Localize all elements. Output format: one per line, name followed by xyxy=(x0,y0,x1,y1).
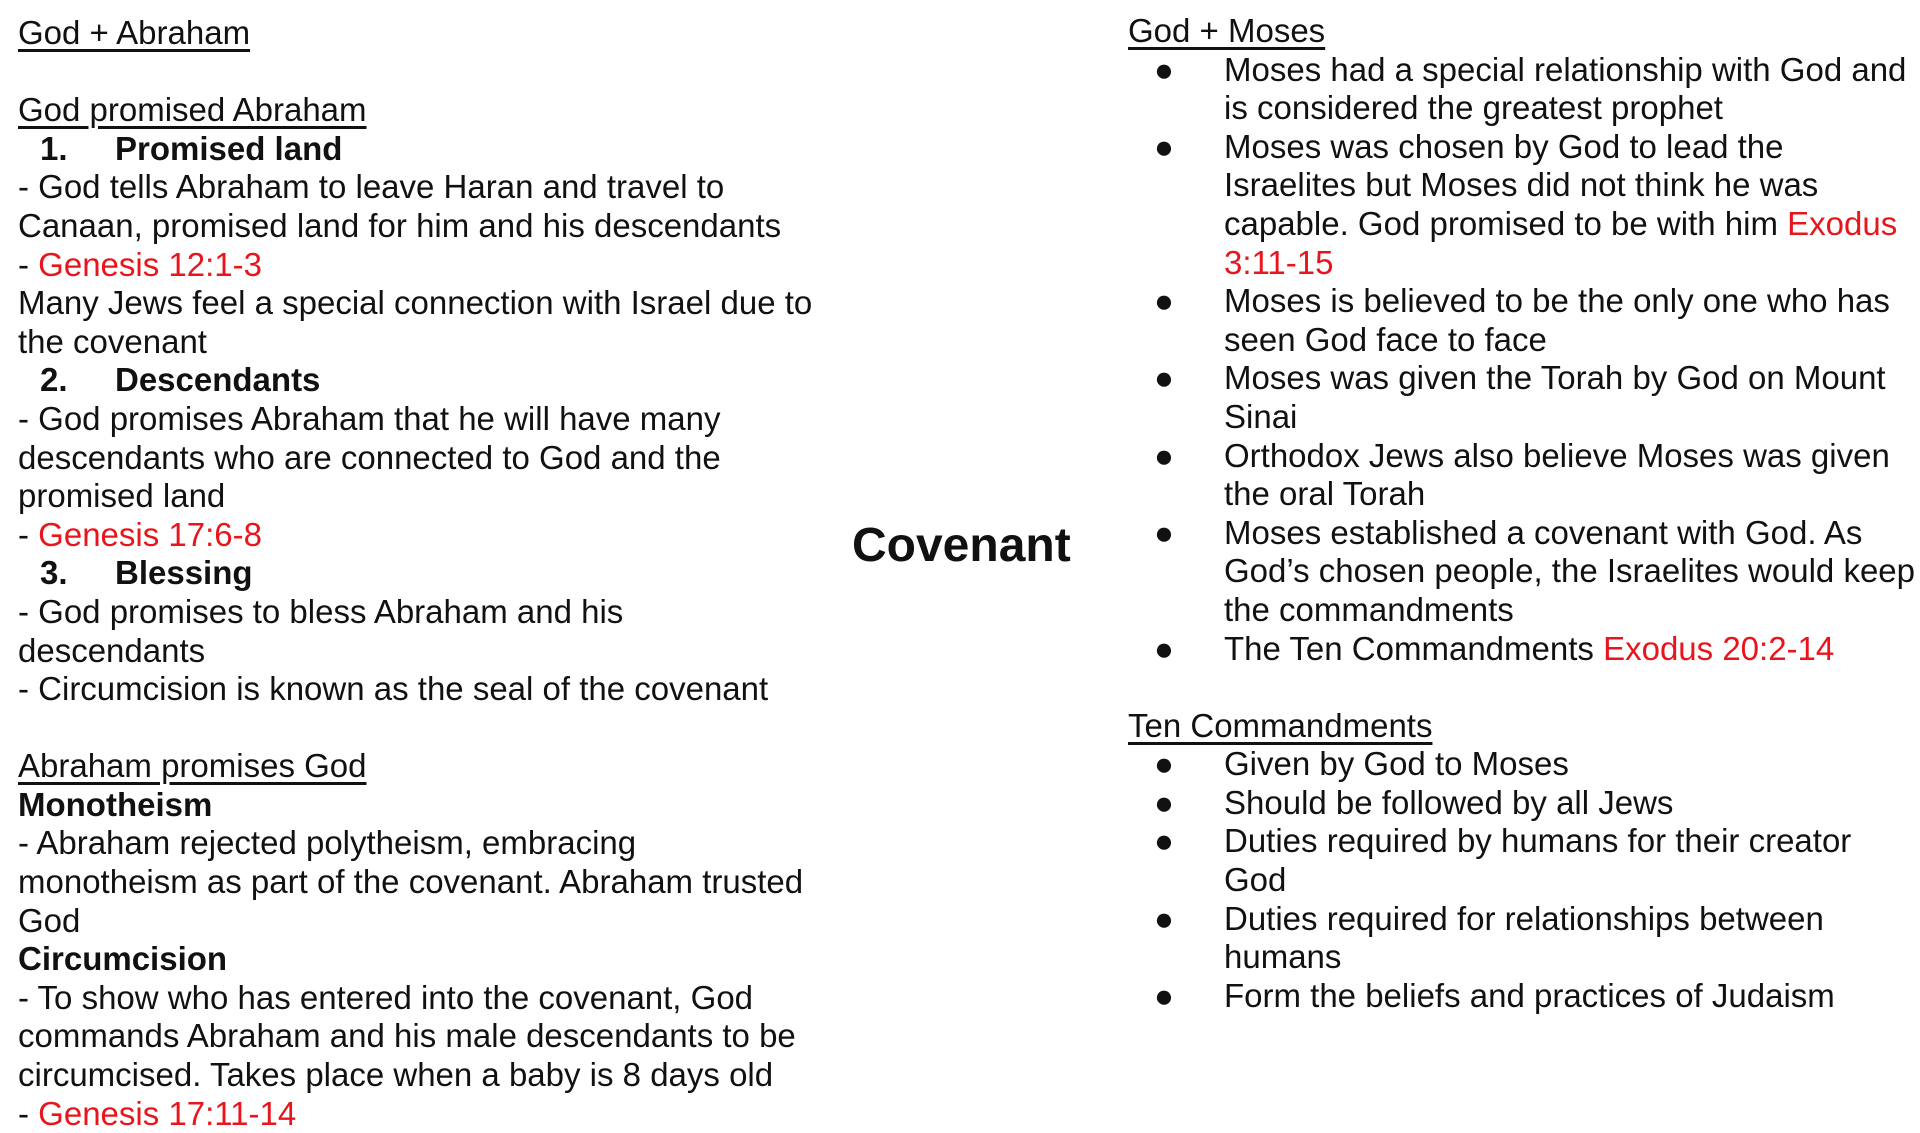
ten-commandments-heading: Ten Commandments xyxy=(1128,706,1433,744)
promise-3-label: Blessing xyxy=(115,554,253,592)
circumcision-text: - To show who has entered into the covenant, God commands Abraham and his male descendants to be circumcised. Takes place when a baby is 8 days old xyxy=(18,978,796,1094)
abraham-promises-heading: Abraham promises God xyxy=(18,747,367,785)
promise-3-number: 3. xyxy=(40,554,68,592)
promise-2-label: Descendants xyxy=(115,361,321,399)
promise-3-line-1: - God promises to bless Abraham and his descendants xyxy=(18,592,624,669)
bullet-icon: ● xyxy=(1154,436,1174,474)
list-item: ● Form the beliefs and practices of Judaism xyxy=(1154,976,1835,1014)
left-column xyxy=(18,14,818,1133)
list-item: ● The Ten Commandments Exodus 20:2-14 xyxy=(1154,629,1835,667)
promise-1-number: 1. xyxy=(40,129,68,167)
promise-1-title xyxy=(18,130,818,169)
bullet-icon: ● xyxy=(1154,899,1174,937)
promise-1-reference: - Genesis 12:1-3 xyxy=(18,245,262,283)
promise-1-extra: Many Jews feel a special connection with Israel due to the covenant xyxy=(18,284,813,360)
bullet-icon: ● xyxy=(1154,282,1174,320)
god-promised-heading: God promised Abraham xyxy=(18,91,367,129)
list-item: ● Moses is believed to be the only one who has seen God face to face xyxy=(1154,282,1890,358)
ten-commandments-list xyxy=(1128,745,1918,1015)
bullet-icon: ● xyxy=(1154,629,1174,667)
genesis-17-6-ref: Genesis 17:6-8 xyxy=(38,515,262,553)
promise-2-text: - God promises Abraham that he will have many descendants who are connected to God and the promised land xyxy=(18,399,721,515)
exodus-3-ref: Exodus 3:11-15 xyxy=(1224,204,1898,281)
genesis-17-11-ref: Genesis 17:11-14 xyxy=(38,1094,297,1132)
list-item: ● Duties required for relationships between humans xyxy=(1154,899,1824,976)
promise-2-title xyxy=(18,361,818,400)
monotheism-label: Monotheism xyxy=(18,785,213,823)
bullet-icon: ● xyxy=(1154,513,1174,551)
list-item: ● Orthodox Jews also believe Moses was given the oral Torah xyxy=(1154,436,1890,513)
right-column xyxy=(1128,12,1918,1015)
monotheism-text: - Abraham rejected polytheism, embracing monotheism as part of the covenant. Abraham trusted God xyxy=(18,824,804,939)
promise-1-text: - God tells Abraham to leave Haran and travel to Canaan, promised land for him and his descendants xyxy=(18,168,782,244)
list-item: ● Given by God to Moses xyxy=(1154,745,1569,783)
bullet-icon: ● xyxy=(1154,822,1174,860)
genesis-12-ref: Genesis 12:1-3 xyxy=(38,245,262,283)
promise-3-line-2: - Circumcision is known as the seal of the covenant xyxy=(18,670,769,708)
list-item: ● Moses had a special relationship with God and is considered the greatest prophet xyxy=(1154,50,1907,127)
page-title: Covenant xyxy=(852,519,1071,572)
god-moses-heading: God + Moses xyxy=(1128,12,1326,49)
exodus-20-ref: Exodus 20:2-14 xyxy=(1603,629,1835,667)
promise-2-reference: - Genesis 17:6-8 xyxy=(18,515,262,553)
god-abraham-heading: God + Abraham xyxy=(18,14,251,51)
circumcision-reference: - Genesis 17:11-14 xyxy=(18,1094,297,1132)
moses-list xyxy=(1128,51,1918,669)
bullet-icon: ● xyxy=(1154,745,1174,783)
list-item: ● Duties required by humans for their creator God xyxy=(1154,822,1852,899)
promise-1-label: Promised land xyxy=(115,129,343,167)
bullet-icon: ● xyxy=(1154,50,1174,88)
list-item: ● Moses was chosen by God to lead the Israelites but Moses did not think he was capable. God promised to be with him Exodus 3:11-15 xyxy=(1154,127,1898,281)
list-item: ● Moses established a covenant with God. As God’s chosen people, the Israelites would keep the commandments xyxy=(1154,513,1916,628)
circumcision-label: Circumcision xyxy=(18,940,228,978)
list-item: ● Moses was given the Torah by God on Mount Sinai xyxy=(1154,359,1886,435)
list-item: ● Should be followed by all Jews xyxy=(1154,783,1674,821)
promise-2-number: 2. xyxy=(40,361,68,399)
promise-3-title xyxy=(18,554,818,593)
bullet-icon: ● xyxy=(1154,976,1174,1014)
bullet-icon: ● xyxy=(1154,783,1174,821)
bullet-icon: ● xyxy=(1154,359,1174,397)
bullet-icon: ● xyxy=(1154,127,1174,165)
